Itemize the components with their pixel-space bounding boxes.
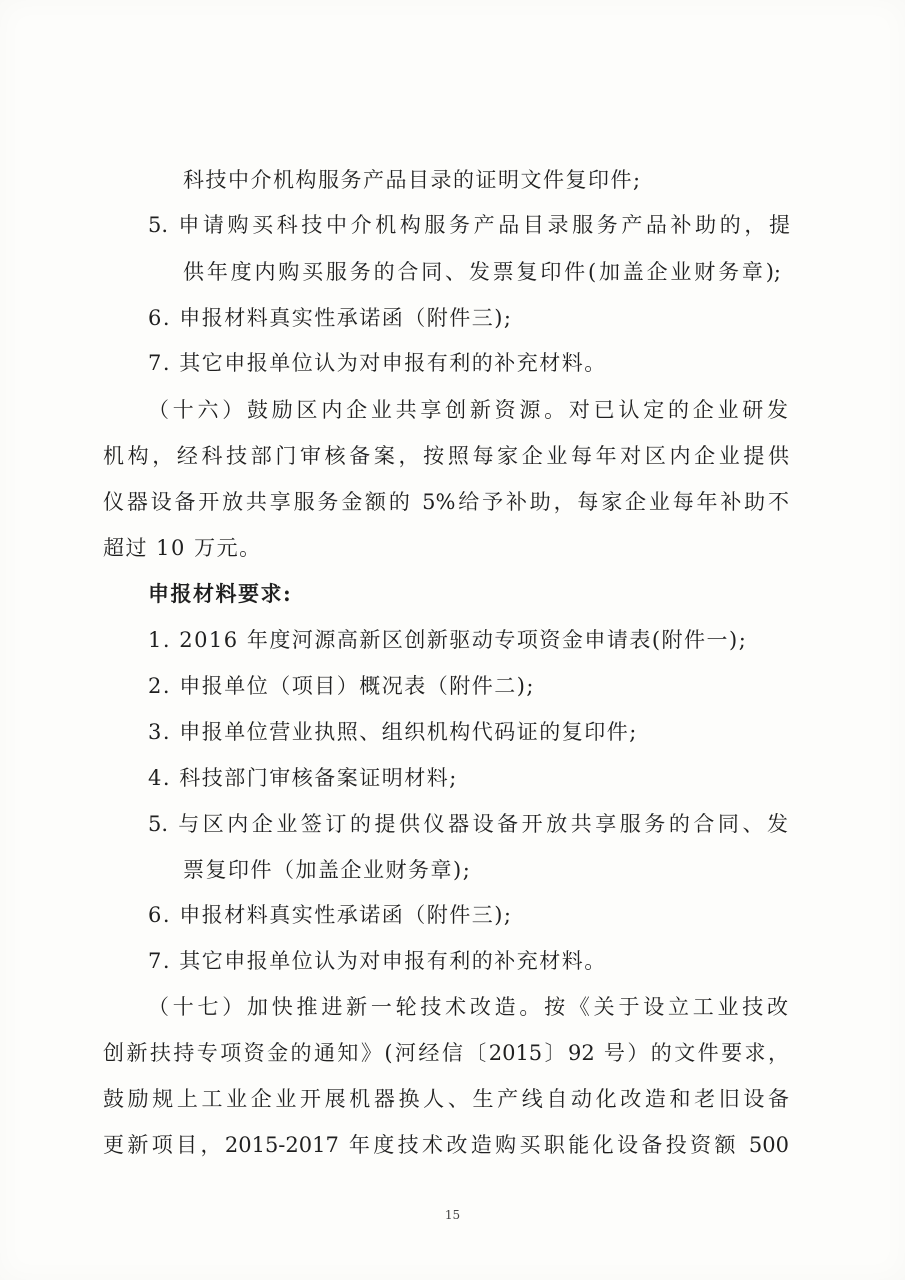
text-line: 创新扶持专项资金的通知》(河经信〔2015〕92 号）的文件要求， [103,1041,789,1065]
text-line: 5. 与区内企业签订的提供仪器设备开放共享服务的合同、发 [148,812,788,836]
text-line: （十六）鼓励区内企业共享创新资源。对已认定的企业研发 [148,398,788,422]
page-number: 15 [444,1208,461,1222]
section-heading: 申报材料要求: [148,581,293,606]
text-line: 供年度内购买服务的合同、发票复印件(加盖企业财务章); [183,260,781,284]
text-line: 7. 其它申报单位认为对申报有利的补充材料。 [148,351,607,375]
text-line: 6. 申报材料真实性承诺函（附件三); [148,903,513,927]
text-line: 票复印件（加盖企业财务章); [183,858,472,882]
text-line: 机构，经科技部门审核备案，按照每家企业每年对区内企业提供 [103,444,789,468]
text-line: 科技中介机构服务产品目录的证明文件复印件; [183,168,642,192]
text-line: （十七）加快推进新一轮技术改造。按《关于设立工业技改 [148,995,788,1019]
text-line: 仪器设备开放共享服务金额的 5%给予补助，每家企业每年补助不 [103,490,789,514]
text-line: 5. 申请购买科技中介机构服务产品目录服务产品补助的，提 [148,213,790,237]
text-line: 3. 申报单位营业执照、组织机构代码证的复印件; [148,720,638,744]
text-line: 鼓励规上工业企业开展机器换人、生产线自动化改造和老旧设备 [103,1087,789,1111]
text-line: 1. 2016 年度河源高新区创新驱动专项资金申请表(附件一); [148,628,748,652]
text-line: 6. 申报材料真实性承诺函（附件三); [148,306,513,330]
text-line: 更新项目，2015-2017 年度技术改造购买职能化设备投资额 500 [103,1133,789,1157]
text-line: 超过 10 万元。 [103,536,262,560]
text-line: 2. 申报单位（项目）概况表（附件二); [148,674,535,698]
text-line: 4. 科技部门审核备案证明材料; [148,766,458,790]
text-line: 7. 其它申报单位认为对申报有利的补充材料。 [148,949,607,973]
